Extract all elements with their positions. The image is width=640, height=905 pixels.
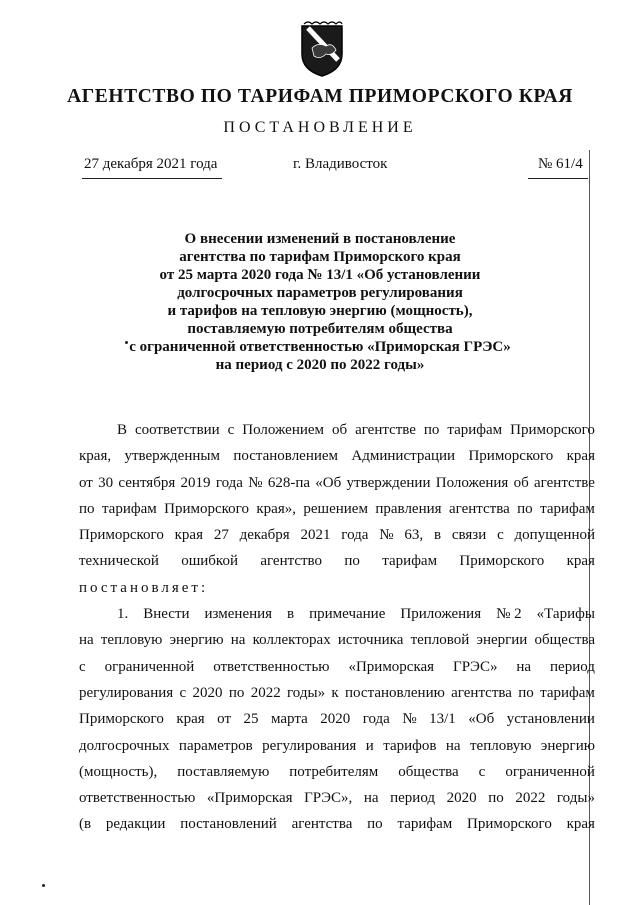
word: ГРЭС»,	[304, 790, 353, 807]
document-type: ПОСТАНОВЛЕНИЕ	[223, 119, 417, 136]
word: допущенной	[514, 527, 595, 544]
text-line	[79, 811, 595, 837]
word: с	[227, 422, 235, 438]
word: правления	[375, 500, 442, 517]
word: годы»	[556, 790, 595, 807]
word: установлении	[506, 711, 595, 728]
text-line	[79, 601, 595, 627]
word: Приморского	[468, 448, 554, 465]
document-date: 27 декабря 2021 года	[84, 156, 218, 172]
word: решением	[303, 500, 368, 517]
word: на	[230, 632, 246, 649]
title-line: поставляемую потребителям общества	[187, 321, 453, 337]
word: 2020	[446, 790, 477, 807]
word: поставляемую	[177, 763, 270, 780]
word: в	[287, 606, 295, 623]
text-line	[79, 680, 595, 706]
word: на	[445, 737, 461, 754]
text-line	[79, 470, 595, 496]
word: №	[379, 527, 394, 544]
word: края	[566, 553, 595, 570]
word: тарифам	[540, 684, 595, 701]
word: общества	[534, 632, 595, 649]
word: 63,	[404, 527, 424, 544]
text-line	[79, 522, 595, 548]
word: регулирования	[262, 737, 357, 754]
word: по	[488, 790, 504, 807]
word: Приморского	[79, 711, 164, 728]
word: по	[518, 684, 534, 701]
word: марта	[270, 711, 308, 728]
word: декабря	[239, 527, 290, 544]
word: края	[176, 711, 205, 728]
word: регулирования	[79, 684, 174, 701]
word: ГРЭС»	[453, 658, 498, 675]
word: на	[79, 632, 94, 649]
word: 27	[213, 527, 229, 544]
title-line: агентства по тарифам Приморского края	[179, 249, 461, 265]
word: агентстве	[534, 474, 595, 491]
word: «Об	[315, 474, 342, 491]
paragraph-item-1	[79, 601, 595, 838]
word: коллекторах	[252, 632, 331, 649]
word: годы»	[287, 684, 326, 701]
word: края,	[79, 448, 112, 465]
word: по	[79, 500, 95, 517]
word: «Приморская	[348, 658, 435, 675]
word: 13/1	[429, 711, 456, 728]
word: агентстве	[355, 422, 416, 438]
word: ответственностью	[213, 658, 330, 675]
word: Приморского	[164, 500, 249, 517]
word: года	[362, 711, 390, 728]
word: года	[215, 474, 243, 491]
word: сентября	[118, 474, 176, 491]
word: на	[516, 658, 532, 675]
word: 2022	[515, 790, 546, 807]
word: 30	[98, 474, 114, 491]
word: технической	[79, 553, 159, 570]
word: энергии	[476, 632, 528, 649]
word: постановлением	[233, 448, 339, 465]
word: период	[550, 658, 595, 675]
text-line	[79, 443, 595, 469]
word: № 2	[496, 606, 522, 623]
word: Приморского	[510, 422, 595, 438]
word: об	[513, 474, 529, 491]
word: «Об	[468, 711, 495, 728]
word: источника	[337, 632, 404, 649]
text-line	[79, 759, 595, 785]
word: и	[365, 737, 374, 754]
word: «Приморская	[206, 790, 293, 807]
word: долгосрочных	[79, 737, 170, 754]
word: с	[79, 658, 86, 675]
word: изменения	[204, 606, 273, 623]
word: 2020	[192, 684, 223, 701]
word: тарифам	[101, 500, 157, 517]
word: агентства	[451, 684, 512, 701]
word: тарифам	[382, 553, 438, 570]
word: Приморского	[79, 527, 164, 544]
word: 2020	[320, 711, 351, 728]
primorye-coat-of-arms-icon	[298, 20, 346, 78]
word: энергию	[169, 632, 224, 649]
word: по	[344, 553, 360, 570]
title-line: от 25 марта 2020 года № 13/1 «Об установлении	[159, 267, 481, 283]
number-underline	[528, 178, 588, 179]
text-line	[79, 654, 595, 680]
word: (в	[79, 816, 92, 833]
document-title	[110, 230, 530, 374]
word: Администрации	[351, 448, 456, 465]
word: 1.	[117, 606, 129, 623]
word: редакции	[105, 816, 166, 833]
word: тепловую	[100, 632, 163, 649]
title-line: на период с 2020 по 2022 годы»	[215, 357, 425, 373]
scan-speck	[125, 341, 128, 344]
word: примечание	[309, 606, 386, 623]
word: края	[566, 448, 595, 465]
word: агентство	[260, 553, 323, 570]
word: по	[367, 816, 383, 833]
word: Приморского	[459, 553, 545, 570]
word: утверждении	[346, 474, 431, 491]
word: ограниченной	[505, 763, 595, 780]
word: по	[228, 684, 245, 701]
title-line: с ограниченной ответственностью «Приморская ГРЭС»	[129, 339, 511, 355]
word: ограниченной	[104, 658, 195, 675]
word: соответствии	[134, 422, 220, 438]
word: период	[390, 790, 436, 807]
word: В	[117, 422, 128, 438]
word: ошибкой	[181, 553, 238, 570]
word: на	[363, 790, 379, 807]
word: тарифам	[540, 500, 595, 517]
word: (мощность),	[79, 763, 158, 780]
word: ответственностью	[79, 790, 196, 807]
word: от	[79, 474, 93, 491]
text-line	[79, 548, 595, 574]
word: тарифов	[383, 737, 437, 754]
text-line	[79, 785, 595, 811]
word: агентства	[291, 816, 353, 833]
document-number: № 61/4	[538, 156, 583, 172]
word: края	[566, 816, 595, 833]
word: об	[331, 422, 348, 438]
word: №	[402, 711, 417, 728]
date-underline	[82, 178, 222, 179]
word: №	[248, 474, 263, 491]
title-line: долгосрочных параметров регулирования	[177, 285, 463, 301]
word: Приложения	[400, 606, 482, 623]
word: 25	[243, 711, 259, 728]
document-city: г. Владивосток	[293, 156, 388, 172]
word: постановлению	[345, 684, 445, 701]
scan-speck	[42, 884, 45, 887]
text-line	[79, 627, 595, 653]
word: 2022	[250, 684, 281, 701]
word: связи	[451, 527, 487, 544]
word: потребителям	[289, 763, 379, 780]
word: тарифам	[447, 422, 503, 438]
word: Положения	[435, 474, 509, 491]
word: постановлений	[180, 816, 277, 833]
word: тепловую	[469, 737, 532, 754]
word: года	[341, 527, 369, 544]
word: утвержденным	[124, 448, 220, 465]
word: с	[179, 684, 187, 701]
word: 628-па	[267, 474, 311, 491]
word: 2021	[300, 527, 331, 544]
text-line	[79, 417, 595, 443]
word: к	[331, 684, 339, 701]
word: по	[423, 422, 440, 438]
word: «Тарифы	[536, 606, 595, 623]
word: общества	[398, 763, 459, 780]
word: по	[517, 500, 533, 517]
title-line: О внесении изменений в постановление	[184, 231, 456, 247]
word: Положением	[242, 422, 325, 438]
word: от	[217, 711, 232, 728]
word: тепловой	[410, 632, 470, 649]
word: с	[478, 763, 486, 780]
decree-word: постановляет:	[79, 579, 209, 596]
text-line	[79, 706, 595, 732]
word: Внести	[143, 606, 190, 623]
word: агентства	[448, 500, 510, 517]
paragraph-preamble	[79, 417, 595, 575]
word: 2019	[180, 474, 211, 491]
word: энергию	[540, 737, 595, 754]
word: параметров	[178, 737, 253, 754]
word: Приморского	[467, 816, 552, 833]
agency-title: АГЕНТСТВО ПО ТАРИФАМ ПРИМОРСКОГО КРАЯ	[67, 86, 573, 107]
title-line: и тарифов на тепловую энергию (мощность),	[167, 303, 473, 319]
word: края	[174, 527, 203, 544]
document-body	[79, 417, 595, 838]
word: в	[433, 527, 442, 544]
word: с	[497, 527, 504, 544]
text-line	[79, 733, 595, 759]
word: тарифам	[397, 816, 453, 833]
word: края»,	[256, 500, 296, 517]
text-line	[79, 496, 595, 522]
